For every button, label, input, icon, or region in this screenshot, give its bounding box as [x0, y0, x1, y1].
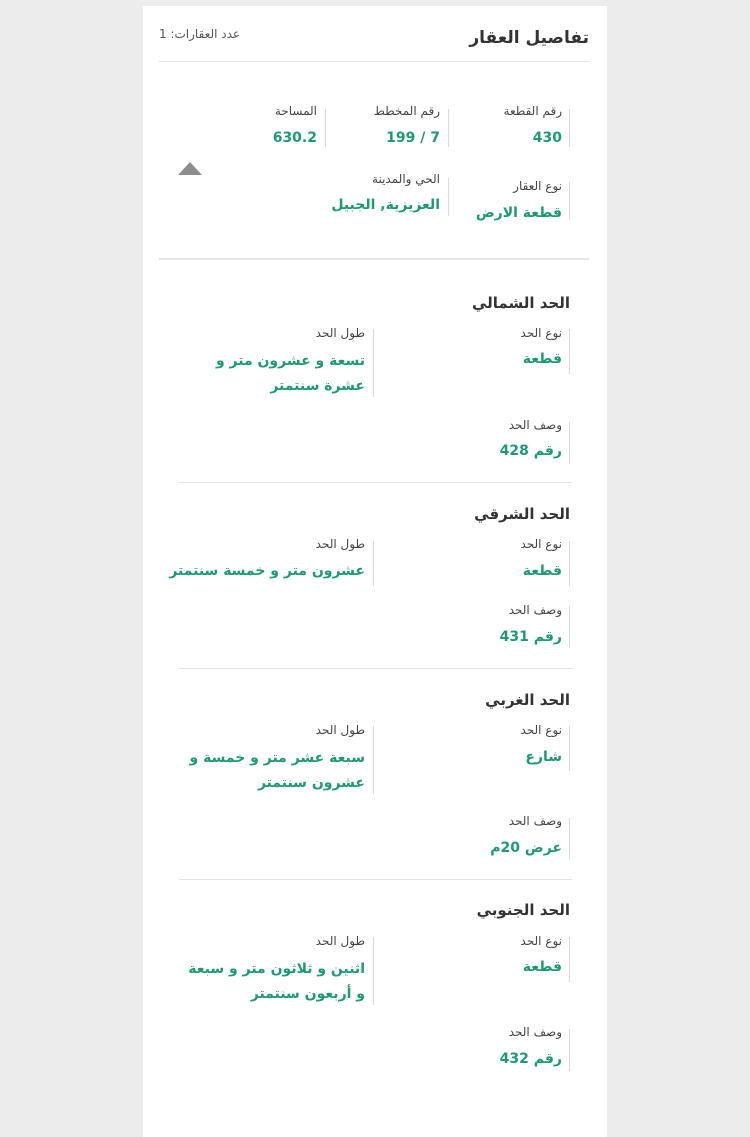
field-divider — [569, 109, 570, 147]
boundary-length-value: عشرون متر و خمسة سنتمتر — [169, 563, 365, 579]
plan-number-label: رقم المخطط — [373, 104, 440, 118]
field-divider — [569, 1029, 570, 1071]
boundary-desc-value: رقم 432 — [499, 1051, 562, 1067]
field-divider — [325, 109, 326, 147]
boundary-desc-label: وصف الحد — [508, 603, 562, 617]
property-details-card — [143, 6, 607, 1137]
boundary-length-label: طول الحد — [315, 326, 365, 340]
field-divider — [373, 726, 374, 794]
field-divider — [569, 329, 570, 374]
header-divider — [159, 61, 589, 62]
triangle-up-icon[interactable] — [178, 162, 202, 175]
property-type-label: نوع العقار — [513, 179, 562, 193]
boundary-desc-value: عرض 20م — [490, 840, 562, 856]
boundary-desc-label: وصف الحد — [508, 1025, 562, 1039]
boundary-title: الحد الشمالي — [471, 294, 570, 312]
summary-divider — [159, 258, 589, 260]
boundary-type-label: نوع الحد — [520, 326, 562, 340]
boundary-length-value: سبعة عشر متر و خمسة و عشرون سنتمتر — [189, 750, 365, 791]
property-count: عدد العقارات: 1 — [159, 27, 241, 41]
boundary-length-label: طول الحد — [315, 723, 365, 737]
boundary-type-label: نوع الحد — [520, 934, 562, 948]
boundary-desc-value: رقم 431 — [499, 629, 562, 645]
plan-number-value: 7 / 199 — [386, 130, 440, 146]
area-value: 630.2 — [272, 130, 317, 146]
boundary-title: الحد الشرقي — [474, 505, 570, 523]
boundary-desc-label: وصف الحد — [508, 418, 562, 432]
boundary-length-label: طول الحد — [315, 537, 365, 551]
boundary-length-value: اثنين و ثلاثون متر و سبعة و أربعون سنتمتر — [188, 961, 365, 1002]
field-divider — [373, 541, 374, 586]
boundary-type-label: نوع الحد — [520, 537, 562, 551]
boundary-title: الحد الجنوبي — [476, 901, 570, 919]
field-divider — [569, 818, 570, 860]
field-divider — [373, 937, 374, 1005]
boundary-length-value: تسعة و عشرون متر و عشرة سنتمتر — [215, 353, 365, 394]
boundary-divider — [179, 879, 572, 880]
field-divider — [448, 109, 449, 147]
page-title: تفاصيل العقار — [469, 28, 589, 48]
boundary-desc-label: وصف الحد — [508, 814, 562, 828]
boundary-divider — [179, 668, 572, 669]
area-label: المساحة — [274, 104, 317, 118]
field-divider — [569, 606, 570, 648]
field-divider — [373, 329, 374, 397]
field-divider — [569, 541, 570, 586]
boundary-type-value: قطعة — [522, 563, 562, 579]
boundary-desc-value: رقم 428 — [499, 443, 562, 459]
field-divider — [569, 726, 570, 771]
property-type-value: قطعة الارض — [475, 205, 562, 221]
field-divider — [569, 422, 570, 464]
boundary-type-label: نوع الحد — [520, 723, 562, 737]
plot-number-label: رقم القطعة — [503, 104, 562, 118]
boundary-title: الحد الغربي — [485, 691, 570, 709]
boundary-divider — [179, 482, 572, 483]
boundary-type-value: قطعة — [522, 351, 562, 367]
field-divider — [569, 182, 570, 220]
district-city-value: العزيزية, الجبيل — [331, 197, 440, 213]
district-city-label: الحي والمدينة — [372, 172, 440, 186]
field-divider — [448, 178, 449, 216]
boundary-type-value: شارع — [525, 749, 562, 765]
boundary-length-label: طول الحد — [315, 934, 365, 948]
field-divider — [569, 937, 570, 982]
boundary-type-value: قطعة — [522, 959, 562, 975]
plot-number-value: 430 — [532, 130, 562, 146]
